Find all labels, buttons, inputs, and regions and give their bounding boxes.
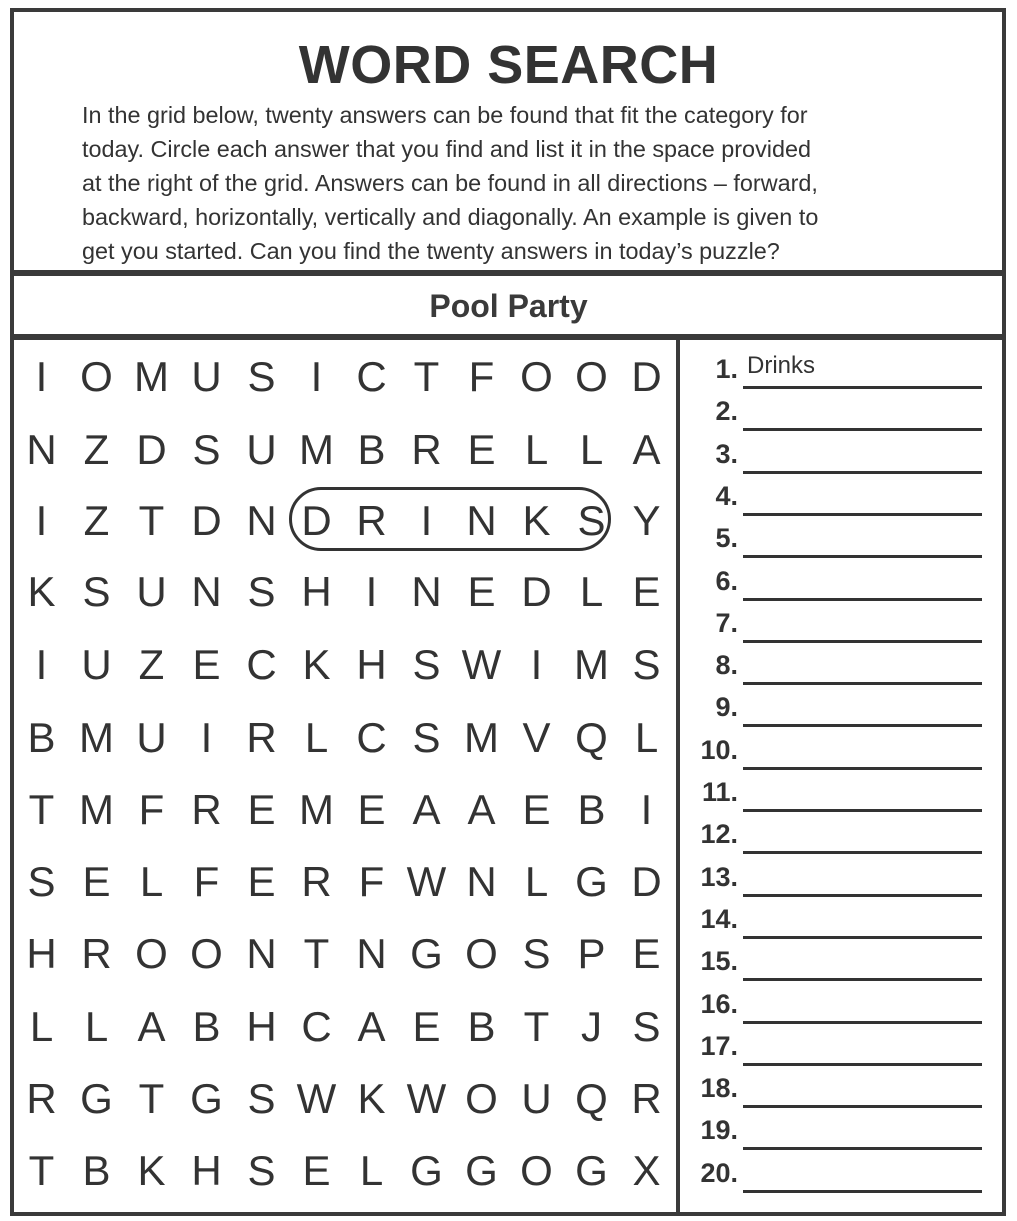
grid-letter[interactable]: O — [520, 1147, 553, 1194]
answer-line[interactable] — [743, 1021, 982, 1024]
answer-item — [680, 940, 1000, 980]
grid-letter[interactable]: W — [406, 858, 447, 905]
grid-letter[interactable]: U — [81, 641, 112, 688]
grid-letter[interactable]: M — [299, 426, 334, 473]
grid-letter[interactable]: K — [137, 1147, 166, 1194]
answer-text: Drinks — [747, 352, 816, 379]
category-title: Pool Party — [429, 288, 588, 324]
grid-letter[interactable]: E — [632, 568, 661, 615]
grid-letter[interactable]: L — [29, 1003, 54, 1050]
answer-line[interactable] — [743, 809, 982, 812]
answer-line[interactable] — [743, 1147, 982, 1150]
grid-letter[interactable]: S — [522, 930, 551, 977]
answer-item — [680, 898, 1000, 938]
answer-line[interactable] — [743, 1190, 982, 1193]
grid-letter[interactable]: I — [35, 353, 48, 400]
grid-letter[interactable]: A — [412, 786, 441, 833]
grid-letter[interactable]: R — [81, 930, 112, 977]
answer-number: 9. — [715, 692, 738, 723]
grid-letter[interactable]: H — [356, 641, 387, 688]
grid-letter[interactable]: T — [413, 353, 440, 400]
example-answer-circle — [289, 487, 611, 551]
grid-letter[interactable]: A — [632, 426, 661, 473]
grid-letter[interactable]: F — [193, 858, 220, 905]
answer-item — [680, 813, 1000, 853]
grid-letter[interactable]: R — [356, 497, 387, 544]
grid-letter[interactable]: Q — [575, 1075, 608, 1122]
grid-letter[interactable]: O — [465, 930, 498, 977]
grid-letter[interactable]: T — [138, 497, 165, 544]
grid-letter[interactable]: D — [301, 497, 332, 544]
answer-number: 17. — [700, 1030, 738, 1061]
instructions-line: today. Circle each answer that you find and list it in the space provided — [82, 136, 811, 162]
grid-letter[interactable]: I — [640, 786, 653, 833]
answer-number: 15. — [700, 946, 738, 977]
answer-item — [680, 1152, 1000, 1192]
grid-letter[interactable]: K — [302, 641, 331, 688]
grid-letter[interactable]: N — [356, 930, 387, 977]
grid-letter[interactable]: U — [521, 1075, 552, 1122]
grid-letter[interactable]: G — [575, 1147, 608, 1194]
grid-letter[interactable]: M — [134, 353, 169, 400]
grid-letter[interactable]: M — [464, 714, 499, 761]
grid-letter[interactable]: K — [27, 568, 56, 615]
answer-item — [680, 433, 1000, 473]
grid-letter[interactable]: G — [410, 1147, 443, 1194]
answer-item — [680, 644, 1000, 684]
grid-letter[interactable]: U — [136, 714, 167, 761]
grid-letter[interactable]: M — [79, 786, 114, 833]
grid-letter[interactable]: R — [631, 1075, 662, 1122]
grid-letter[interactable]: L — [634, 714, 659, 761]
answer-number: 8. — [715, 650, 738, 681]
grid-letter[interactable]: U — [136, 568, 167, 615]
answer-line[interactable] — [743, 851, 982, 854]
grid-letter[interactable]: L — [524, 426, 549, 473]
grid-letter[interactable]: P — [577, 930, 606, 977]
answer-number: 20. — [700, 1157, 738, 1188]
answer-item — [680, 390, 1000, 430]
answer-item — [680, 517, 1000, 557]
answer-number: 2. — [715, 396, 738, 427]
instructions-line: In the grid below, twenty answers can be found that fit the category for — [82, 102, 808, 128]
grid-letter[interactable]: D — [631, 353, 662, 400]
answer-line[interactable] — [743, 1063, 982, 1066]
grid-letter[interactable]: T — [28, 786, 55, 833]
answer-number: 19. — [700, 1115, 738, 1146]
grid-letter[interactable]: I — [310, 353, 323, 400]
grid-letter[interactable]: S — [247, 353, 276, 400]
answer-number: 5. — [715, 523, 738, 554]
grid-letter[interactable]: C — [301, 1003, 332, 1050]
grid-letter[interactable]: F — [468, 353, 495, 400]
grid-letter[interactable]: D — [521, 568, 552, 615]
answer-line[interactable] — [743, 471, 982, 474]
grid-letter[interactable]: L — [304, 714, 329, 761]
answer-line[interactable] — [743, 513, 982, 516]
grid-letter[interactable]: E — [467, 568, 496, 615]
grid-letter[interactable]: M — [79, 714, 114, 761]
answer-item — [680, 560, 1000, 600]
grid-letter[interactable]: F — [138, 786, 165, 833]
instructions-line: get you started. Can you find the twenty answers in today’s puzzle? — [82, 238, 780, 264]
grid-letter[interactable]: R — [301, 858, 332, 905]
grid-letter[interactable]: I — [35, 641, 48, 688]
grid-letter[interactable]: C — [246, 641, 277, 688]
grid-letter[interactable]: W — [406, 1075, 447, 1122]
instructions-line: backward, horizontally, vertically and diagonally. An example is given to — [82, 204, 819, 230]
grid-letter[interactable]: O — [190, 930, 223, 977]
grid-letter[interactable]: N — [466, 497, 497, 544]
grid-letter[interactable]: T — [523, 1003, 550, 1050]
answer-number: 16. — [700, 988, 738, 1019]
grid-letter[interactable]: O — [135, 930, 168, 977]
grid-letter[interactable]: Y — [632, 497, 661, 544]
grid-letter[interactable]: G — [575, 858, 608, 905]
grid-letter[interactable]: S — [247, 1147, 276, 1194]
grid-letter[interactable]: E — [247, 786, 276, 833]
grid-letter[interactable]: B — [27, 714, 56, 761]
grid-letter[interactable]: I — [200, 714, 213, 761]
grid-letter[interactable]: O — [465, 1075, 498, 1122]
grid-letter[interactable]: R — [191, 786, 222, 833]
grid-letter[interactable]: N — [191, 568, 222, 615]
grid-letter[interactable]: L — [84, 1003, 109, 1050]
answer-item — [680, 348, 1000, 388]
grid-letter[interactable]: H — [246, 1003, 277, 1050]
answer-item — [680, 983, 1000, 1023]
grid-letter[interactable]: O — [80, 353, 113, 400]
answer-number: 7. — [715, 607, 738, 638]
grid-letter[interactable]: S — [27, 858, 56, 905]
grid-letter[interactable]: H — [26, 930, 57, 977]
answer-number: 6. — [715, 565, 738, 596]
answer-line[interactable] — [743, 386, 982, 389]
grid-letter[interactable]: G — [410, 930, 443, 977]
grid-letter[interactable]: V — [522, 714, 551, 761]
answer-item — [680, 686, 1000, 726]
grid-letter[interactable]: D — [191, 497, 222, 544]
answer-item — [680, 729, 1000, 769]
grid-letter[interactable]: T — [138, 1075, 165, 1122]
grid-letter[interactable]: E — [302, 1147, 331, 1194]
grid-letter[interactable]: G — [80, 1075, 113, 1122]
page-title: WORD SEARCH — [298, 35, 719, 95]
grid-letter[interactable]: E — [632, 930, 661, 977]
grid-letter[interactable]: Z — [83, 426, 110, 473]
grid-letter[interactable]: Z — [138, 641, 165, 688]
grid-letter[interactable]: U — [191, 353, 222, 400]
grid-letter[interactable]: A — [357, 1003, 386, 1050]
grid-letter[interactable]: D — [136, 426, 167, 473]
grid-letter[interactable]: S — [412, 714, 441, 761]
answer-item — [680, 771, 1000, 811]
grid-letter[interactable]: S — [632, 1003, 661, 1050]
grid-letter[interactable]: S — [247, 568, 276, 615]
answer-item — [680, 1025, 1000, 1065]
grid-letter[interactable]: S — [82, 568, 111, 615]
answer-line[interactable] — [743, 640, 982, 643]
grid-letter[interactable]: N — [411, 568, 442, 615]
grid-letter[interactable]: Q — [575, 714, 608, 761]
grid-letter[interactable]: M — [299, 786, 334, 833]
grid-letter[interactable]: I — [365, 568, 378, 615]
grid-letter[interactable]: O — [575, 353, 608, 400]
grid-letter[interactable]: H — [191, 1147, 222, 1194]
grid-letter[interactable]: J — [581, 1003, 602, 1050]
grid-letter[interactable]: S — [632, 641, 661, 688]
instructions — [82, 98, 982, 268]
answer-line[interactable] — [743, 724, 982, 727]
grid-letter[interactable]: M — [574, 641, 609, 688]
grid-letter[interactable]: E — [522, 786, 551, 833]
grid-letter[interactable]: W — [461, 641, 502, 688]
grid-letter[interactable]: A — [467, 786, 496, 833]
grid-letter[interactable]: L — [139, 858, 164, 905]
grid-letter[interactable]: G — [190, 1075, 223, 1122]
grid-letter[interactable]: K — [522, 497, 551, 544]
grid-letter[interactable]: L — [579, 568, 604, 615]
grid-letter[interactable]: C — [356, 353, 387, 400]
grid-letter[interactable]: E — [82, 858, 111, 905]
answer-number: 4. — [715, 480, 738, 511]
answer-number: 11. — [701, 777, 738, 807]
answer-line[interactable] — [743, 894, 982, 897]
grid-letter[interactable]: I — [530, 641, 543, 688]
grid-letter[interactable]: O — [520, 353, 553, 400]
grid-letter[interactable]: F — [358, 858, 385, 905]
grid-letter[interactable]: N — [466, 858, 497, 905]
answer-number: 13. — [700, 861, 738, 892]
grid-letter[interactable]: L — [579, 426, 604, 473]
answer-number: 12. — [700, 819, 738, 850]
answer-line[interactable] — [743, 682, 982, 685]
grid-letter[interactable]: E — [192, 641, 221, 688]
grid-letter[interactable]: H — [301, 568, 332, 615]
grid-letter[interactable]: T — [303, 930, 330, 977]
grid-letter[interactable]: S — [412, 641, 441, 688]
grid-letter[interactable]: B — [192, 1003, 221, 1050]
grid-letter[interactable]: B — [357, 426, 386, 473]
grid-letter[interactable]: B — [82, 1147, 111, 1194]
answer-line[interactable] — [743, 767, 982, 770]
grid-letter[interactable]: S — [247, 1075, 276, 1122]
answer-number: 3. — [715, 438, 738, 469]
grid-letter[interactable]: N — [26, 426, 57, 473]
grid-letter[interactable]: N — [246, 497, 277, 544]
answer-item — [680, 475, 1000, 515]
grid-letter[interactable]: A — [137, 1003, 166, 1050]
grid-letter[interactable]: E — [467, 426, 496, 473]
grid-letter[interactable]: X — [632, 1147, 661, 1194]
grid-letter[interactable]: I — [35, 497, 48, 544]
grid-letter[interactable]: R — [246, 714, 277, 761]
grid-letter[interactable]: E — [412, 1003, 441, 1050]
grid-letter[interactable]: T — [28, 1147, 55, 1194]
answer-line[interactable] — [743, 555, 982, 558]
grid-letter[interactable]: E — [357, 786, 386, 833]
grid-letter[interactable]: B — [467, 1003, 496, 1050]
answer-line[interactable] — [743, 978, 982, 981]
grid-letter[interactable]: L — [359, 1147, 384, 1194]
grid-letter[interactable]: B — [577, 786, 606, 833]
answer-line[interactable] — [743, 598, 982, 601]
answer-item — [680, 1109, 1000, 1149]
grid-letter[interactable]: S — [192, 426, 221, 473]
grid-letter[interactable]: W — [296, 1075, 337, 1122]
answer-item — [680, 856, 1000, 896]
answer-number: 1. — [715, 354, 738, 384]
grid-letter[interactable]: R — [411, 426, 442, 473]
grid-letter[interactable]: I — [420, 497, 433, 544]
answer-line[interactable] — [743, 1105, 982, 1108]
answer-item — [680, 602, 1000, 642]
grid-letter[interactable]: U — [246, 426, 277, 473]
instructions-line: at the right of the grid. Answers can be found in all directions – forward, — [82, 170, 818, 196]
grid-letter[interactable]: L — [524, 858, 549, 905]
answer-line[interactable] — [743, 936, 982, 939]
answer-number: 10. — [700, 734, 738, 765]
grid-letter[interactable]: R — [26, 1075, 57, 1122]
answer-number: 14. — [700, 903, 738, 934]
grid-letter[interactable]: G — [465, 1147, 498, 1194]
grid-letter[interactable]: K — [357, 1075, 386, 1122]
grid-letter[interactable]: N — [246, 930, 277, 977]
grid-letter[interactable]: S — [577, 497, 606, 544]
grid-letter[interactable]: D — [631, 858, 662, 905]
grid-letter[interactable]: Z — [83, 497, 110, 544]
grid-letter[interactable]: C — [356, 714, 387, 761]
grid-letter[interactable]: E — [247, 858, 276, 905]
answer-item — [680, 1067, 1000, 1107]
answer-line[interactable] — [743, 428, 982, 431]
answer-number: 18. — [700, 1073, 738, 1104]
